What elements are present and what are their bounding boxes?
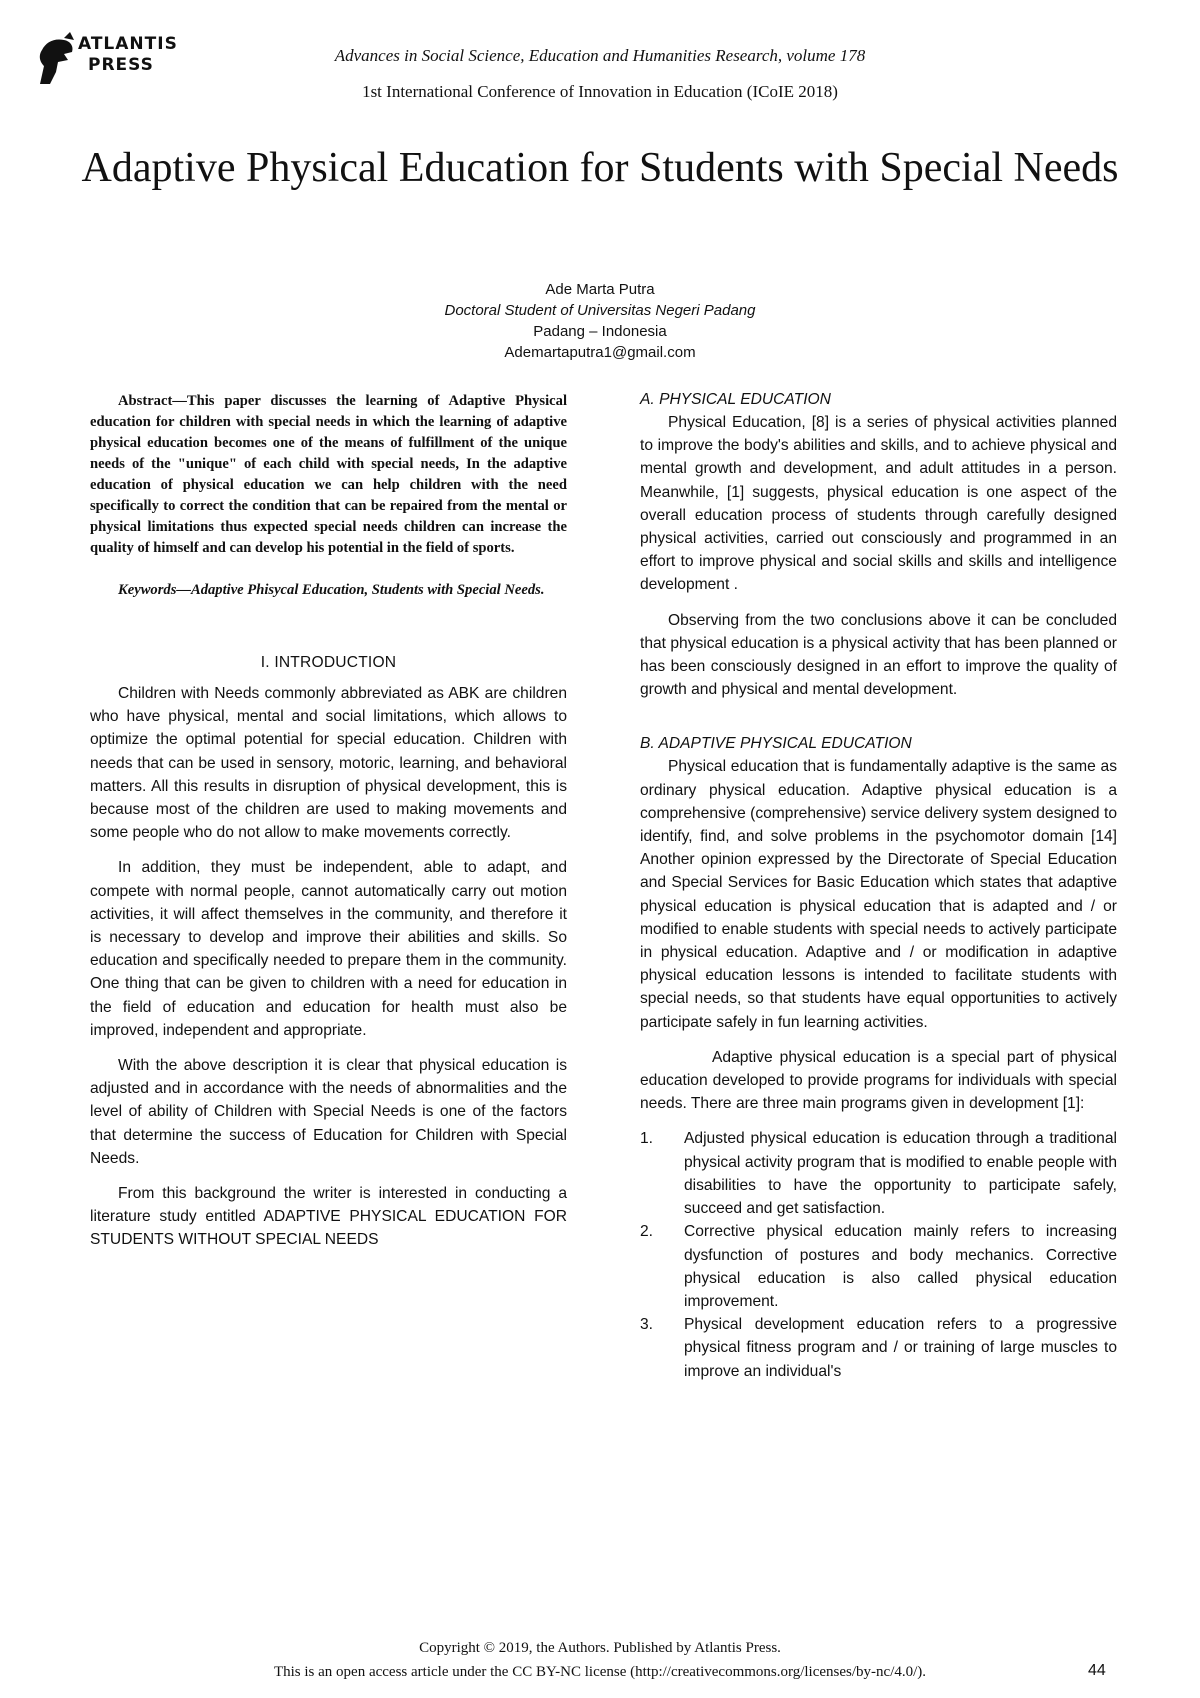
copyright-notice: Copyright © 2019, the Authors. Published by Atlantis Press.	[419, 1640, 781, 1656]
logo-line-press: PRESS	[88, 55, 154, 75]
list-number: 3.	[640, 1316, 654, 1334]
author-name: Ade Marta Putra	[545, 281, 655, 298]
list-item	[640, 1127, 1117, 1220]
author-block	[300, 279, 900, 363]
section-a-paragraph: Observing from the two conclusions above it can be concluded that physical education is a physical activity that has been planned or has been consciously designed in an effort to improve the quality of growth and physical and mental development.	[640, 611, 1117, 699]
intro-paragraph: In addition, they must be independent, able to adapt, and compete with normal people, cannot automatically carry out motion activities, it will affect themselves in the community, and therefore it is necessary to develop and improve their abilities and skills. So education and specifically needed to prepare them in the community. One thing that can be given to children with a need for education in the field of education and education for health must also be improved, independent and appropriate.	[90, 859, 567, 1039]
list-text: Adjusted physical education is education through a traditional physical activity program that is modified to enable people with disabilities to have the opportunity to participate safely, succeed and get satisfaction.	[684, 1130, 1117, 1218]
section-b-paragraph: Adaptive physical education is a special part of physical education developed to provide programs for individuals with special needs. There are three main programs given in development [1]:	[640, 1048, 1117, 1113]
intro-paragraph: Children with Needs commonly abbreviated as ABK are children who have physical, mental and social limitations, which allows to optimize the optimal potential for special education. Children with needs that can be used in sensory, motoric, learning, and behavioral matters. All this results in disruption of physical development, this is because most of the children are used to making movements and some people who do not allow to make movements correctly.	[90, 685, 567, 842]
program-list	[640, 1127, 1117, 1382]
author-email: Ademartaputra1@gmail.com	[504, 344, 696, 361]
series-title: Advances in Social Science, Education and Humanities Research, volume 178	[334, 46, 866, 65]
list-text: Physical development education refers to a progressive physical fitness program and / or training of large muscles to improve an individual's	[684, 1316, 1117, 1380]
keywords: Keywords—Adaptive Phisycal Education, Students with Special Needs.	[118, 582, 545, 598]
section-a-paragraph: Physical Education, [8] is a series of physical activities planned to improve the body's abilities and skills, and to achieve physical and mental growth and development, and adult attitudes in a person. Meanwhile, [1] suggests, physical education is one aspect of the overall education process of students through carefully designed physical activities, carried out consciously and programmed in an effort to improve physical and social skills and skills and intelligence development .	[640, 414, 1117, 594]
list-item	[640, 1220, 1117, 1313]
intro-paragraph: With the above description it is clear that physical education is adjusted and in accordance with the needs of abnormalities and the level of ability of Children with Special Needs is one of the factors that determine the success of Education for Children with Special Needs.	[90, 1057, 567, 1167]
atlantis-press-logo-icon	[34, 32, 78, 86]
intro-paragraph: From this background the writer is interested in conducting a literature study entitled ADAPTIVE PHYSICAL EDUCATION FOR STUDENTS WITHOUT SPECIAL NEEDS	[90, 1185, 567, 1249]
left-column	[90, 391, 567, 1264]
author-affiliation: Doctoral Student of Universitas Negeri Padang	[444, 302, 756, 319]
page-number: 44	[1088, 1662, 1106, 1679]
publisher-logo	[34, 30, 184, 90]
abstract: Abstract—This paper discusses the learning of Adaptive Physical education for children with special needs in which the learning of adaptive physical education becomes one of the means of fulfillment of the unique needs of the "unique" of each child with special needs, In the adaptive education of physical education we can help children with the need specifically to correct the condition that can be repaired from the mental or physical limitations thus expected special needs children can increase the quality of himself and can develop his potential in the field of sports.	[90, 393, 567, 556]
section-b-paragraph: Physical education that is fundamentally adaptive is the same as ordinary physical education. Adaptive physical education is a comprehensive (comprehensive) service delivery system designed to identify, find, and solve problems in the psychomotor domain [14] Another opinion expressed by the Directorate of Special Education and Special Services for Basic Education which states that adaptive physical education is physical education that is adapted and / or modified to enable students with special needs to actively participate in physical education. Adaptive and / or modification in adaptive physical education lessons is intended to facilitate students with special needs, so that students have equal opportunities to actively participate safely in fun learning activities.	[640, 758, 1117, 1031]
introduction-heading: I. INTRODUCTION	[260, 654, 397, 671]
conference-name: 1st International Conference of Innovation in Education (ICoIE 2018)	[362, 82, 838, 101]
logo-line-atlantis: ATLANTIS	[78, 34, 178, 54]
section-b-heading: B. ADAPTIVE PHYSICAL EDUCATION	[640, 735, 912, 753]
list-item	[640, 1313, 1117, 1383]
right-column	[640, 391, 1117, 1383]
author-location: Padang – Indonesia	[533, 323, 667, 340]
list-text: Corrective physical education mainly refers to increasing dysfunction of postures and body mechanics. Corrective physical education is also called physical education improvement.	[684, 1223, 1117, 1310]
license-notice: This is an open access article under the CC BY-NC license (http://creativecommons.org/licenses/by-nc/4.0/).	[273, 1664, 927, 1680]
list-number: 1.	[640, 1130, 654, 1148]
section-a-heading: A. PHYSICAL EDUCATION	[640, 391, 831, 408]
paper-title: Adaptive Physical Education for Students with Special Needs	[81, 145, 1119, 191]
list-number: 2.	[640, 1223, 654, 1241]
